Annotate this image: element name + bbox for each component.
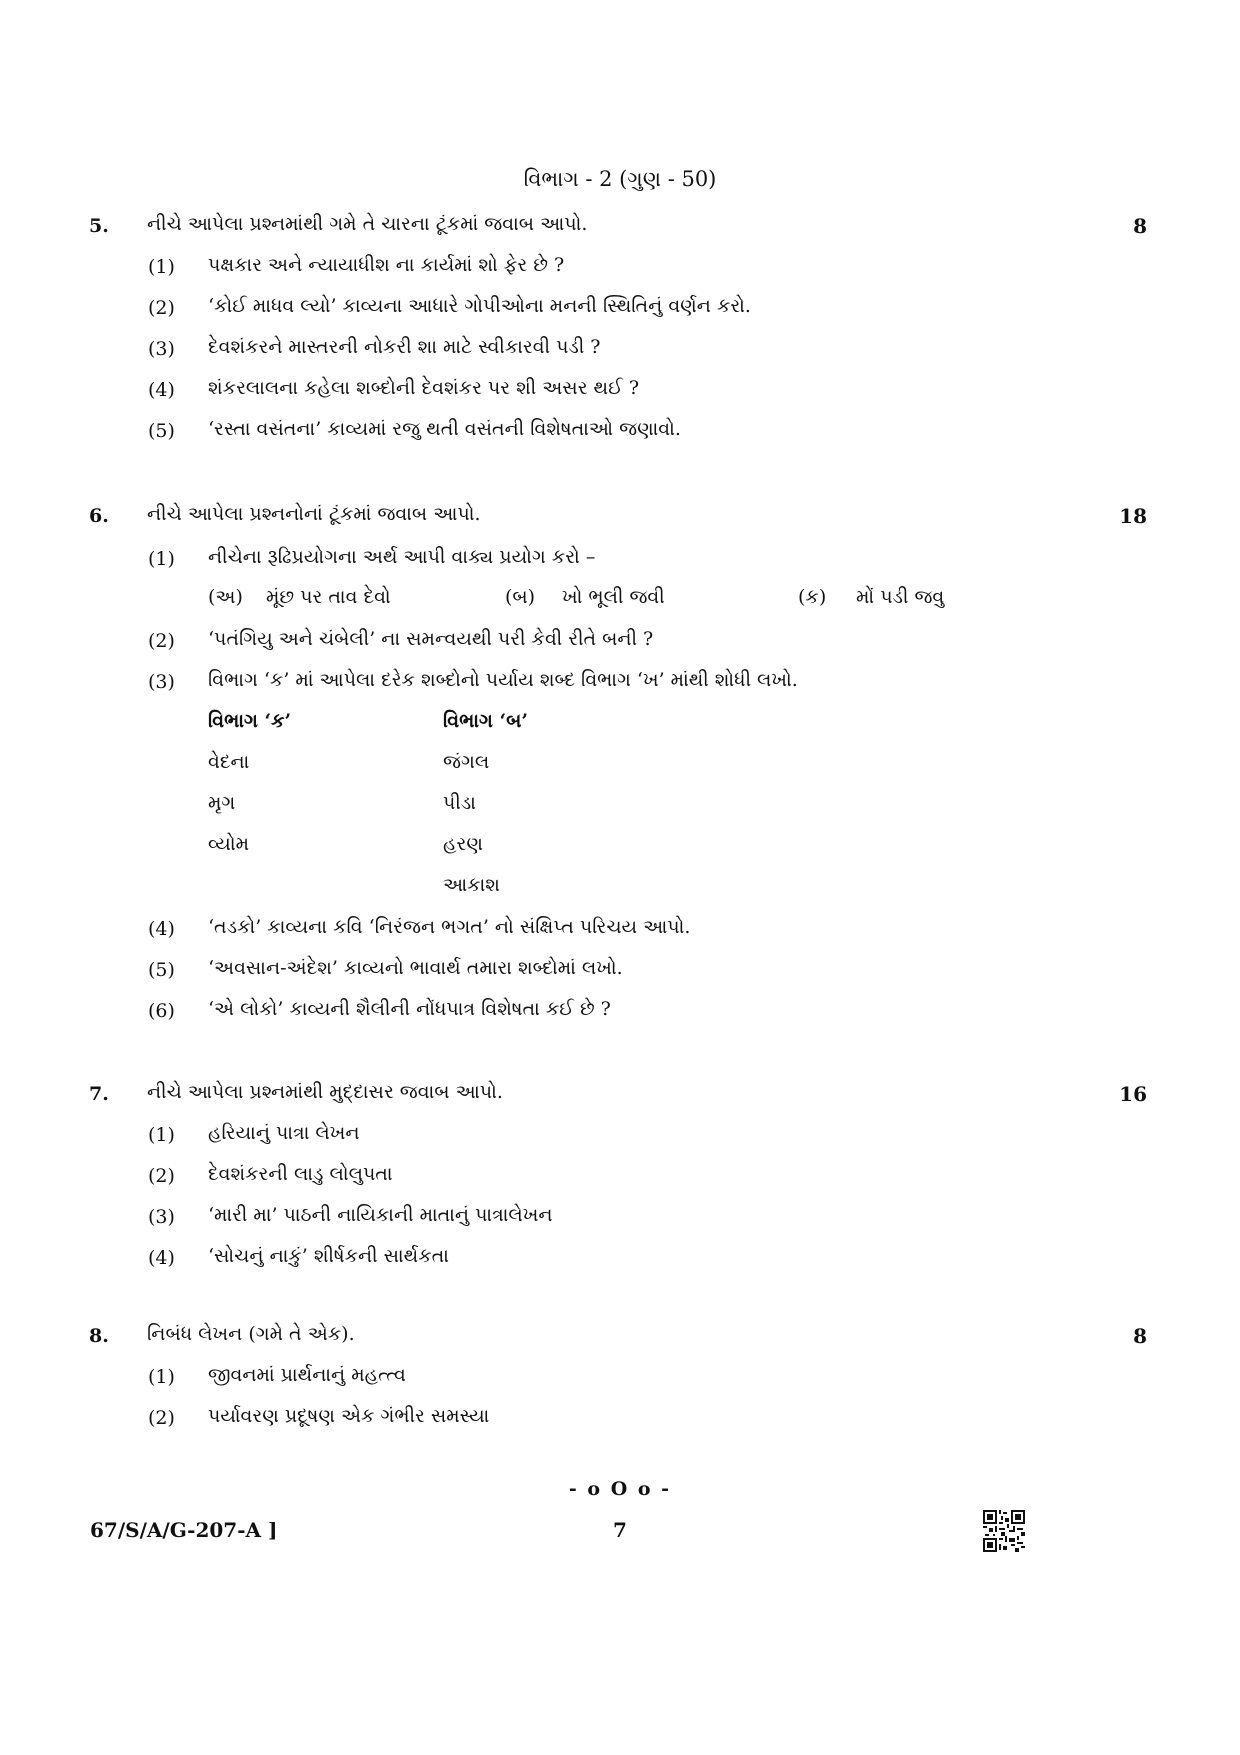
match-column-b-item: આકાશ: [443, 874, 500, 896]
subquestion-text: ‘મારી મા’ પાઠની નાયિકાની માતાનું પાત્રાલેખન: [208, 1204, 553, 1226]
subquestion-text: વિભાગ ‘ક’ માં આપેલા દરેક શબ્દોનો પર્યાય શબ્દ વિભાગ ‘ખ’ માંથી શોધી લખો.: [208, 669, 798, 691]
subquestion-text: દેવશંકરને માસ્તરની નોકરી શા માટે સ્વીકારવી પડી ?: [208, 336, 601, 358]
subquestion-number: (6): [148, 1000, 175, 1022]
subquestion-number: (2): [148, 1165, 175, 1187]
subquestion-text: પર્યાવરણ પ્રદૂષણ એક ગંભીર સમસ્યા: [208, 1405, 490, 1427]
paper-code: 67/S/A/G-207-A ]: [90, 1518, 278, 1542]
subquestion-number: (4): [148, 918, 175, 940]
question-marks: 16: [1119, 1082, 1147, 1106]
subquestion-number: (4): [148, 1247, 175, 1269]
subquestion-text: ‘રસ્તા વસંતના’ કાવ્યમાં રજુ થતી વસંતની વિશેષતાઓ જણાવો.: [208, 418, 681, 440]
section-title: વિભાગ - 2 (ગુણ - 50): [523, 167, 717, 191]
subquestion-number: (2): [148, 630, 175, 652]
subquestion-text: ‘અવસાન-અંદેશ’ કાવ્યનો ભાવાર્થ તમારા શબ્દોમાં લખો.: [208, 957, 623, 979]
option-label: (અ): [208, 586, 243, 608]
page-number: 7: [613, 1518, 627, 1542]
subquestion-number: (1): [148, 1124, 175, 1146]
option-text: મૂંછ પર તાવ દેવો: [266, 586, 391, 608]
match-column-a-item: મૃગ: [208, 792, 236, 814]
question-marks: 8: [1133, 1324, 1147, 1348]
subquestion-text: હરિયાનું પાત્રા લેખન: [208, 1122, 360, 1144]
subquestion-text: પક્ષકાર અને ન્યાયાધીશ ના કાર્યમાં શો ફેર છે ?: [208, 254, 565, 276]
question-number: 6.: [89, 505, 109, 527]
subquestion-number: (2): [148, 297, 175, 319]
qr-code-icon: [983, 1510, 1025, 1552]
subquestion-text: જીવનમાં પ્રાર્થનાનું મહત્ત્વ: [208, 1364, 406, 1386]
subquestion-number: (3): [148, 338, 175, 360]
subquestion-text: ‘સોચનું નાકું’ શીર્ષકની સાર્થકતા: [208, 1245, 449, 1267]
option-label: (ક): [798, 586, 827, 608]
subquestion-text: નીચેના રૂઢિપ્રયોગના અર્થ આપી વાક્ય પ્રયોગ કરો –: [208, 546, 596, 568]
option-text: ખો ભૂલી જવી: [562, 586, 665, 608]
subquestion-number: (1): [148, 548, 175, 570]
subquestion-number: (1): [148, 256, 175, 278]
subquestion-text: ‘પતંગિયુ અને ચંબેલી’ ના સમન્વયથી પરી કેવી રીતે બની ?: [208, 628, 654, 650]
match-column-a-item: વ્યોમ: [208, 833, 250, 855]
question-marks: 8: [1133, 214, 1147, 238]
question-number: 5.: [89, 215, 109, 237]
question-text: નીચે આપેલા પ્રશ્નમાંથી મુદ્દાસર જવાબ આપો.: [147, 1081, 503, 1103]
question-text: નીચે આપેલા પ્રશ્નનોનાં ટૂંકમાં જવાબ આપો.: [147, 503, 481, 525]
match-column-b-item: પીડા: [443, 792, 476, 814]
question-number: 7.: [89, 1083, 109, 1105]
match-column-b-item: હરણ: [443, 833, 483, 855]
subquestion-number: (4): [148, 379, 175, 401]
match-column-a-item: વેદના: [208, 751, 250, 773]
question-number: 8.: [89, 1325, 109, 1347]
subquestion-number: (3): [148, 671, 175, 693]
subquestion-number: (3): [148, 1206, 175, 1228]
subquestion-text: શંકરલાલના કહેલા શબ્દોની દેવશંકર પર શી અસર થઈ ?: [208, 377, 640, 399]
match-column-b-header: વિભાગ ‘બ’: [443, 710, 528, 732]
option-label: (બ): [505, 586, 536, 608]
end-of-paper-mark: - o O o -: [568, 1478, 672, 1500]
subquestion-text: ‘એ લોકો’ કાવ્યની શૈલીની નોંધપાત્ર વિશેષતા કઈ છે ?: [208, 998, 611, 1020]
subquestion-text: દેવશંકરની લાડુ લોલુપતા: [208, 1163, 393, 1185]
option-text: મોં પડી જવુ: [856, 586, 945, 608]
question-text: નીચે આપેલા પ્રશ્નમાંથી ગમે તે ચારના ટૂંકમાં જવાબ આપો.: [147, 213, 588, 235]
subquestion-number: (5): [148, 420, 175, 442]
question-marks: 18: [1119, 504, 1147, 528]
subquestion-text: ‘કોઈ માધવ લ્યો’ કાવ્યના આધારે ગોપીઓના મનની સ્થિતિનું વર્ણન કરો.: [208, 295, 751, 317]
subquestion-number: (2): [148, 1407, 175, 1429]
match-column-b-item: જંગલ: [443, 751, 490, 773]
question-text: નિબંધ લેખન (ગમે તે એક).: [147, 1323, 355, 1345]
subquestion-number: (5): [148, 959, 175, 981]
subquestion-text: ‘તડકો’ કાવ્યના કવિ ‘નિરંજન ભગત’ નો સંક્ષિપ્ત પરિચય આપો.: [208, 916, 691, 938]
subquestion-number: (1): [148, 1366, 175, 1388]
match-column-a-header: વિભાગ ‘ક’: [208, 710, 292, 732]
